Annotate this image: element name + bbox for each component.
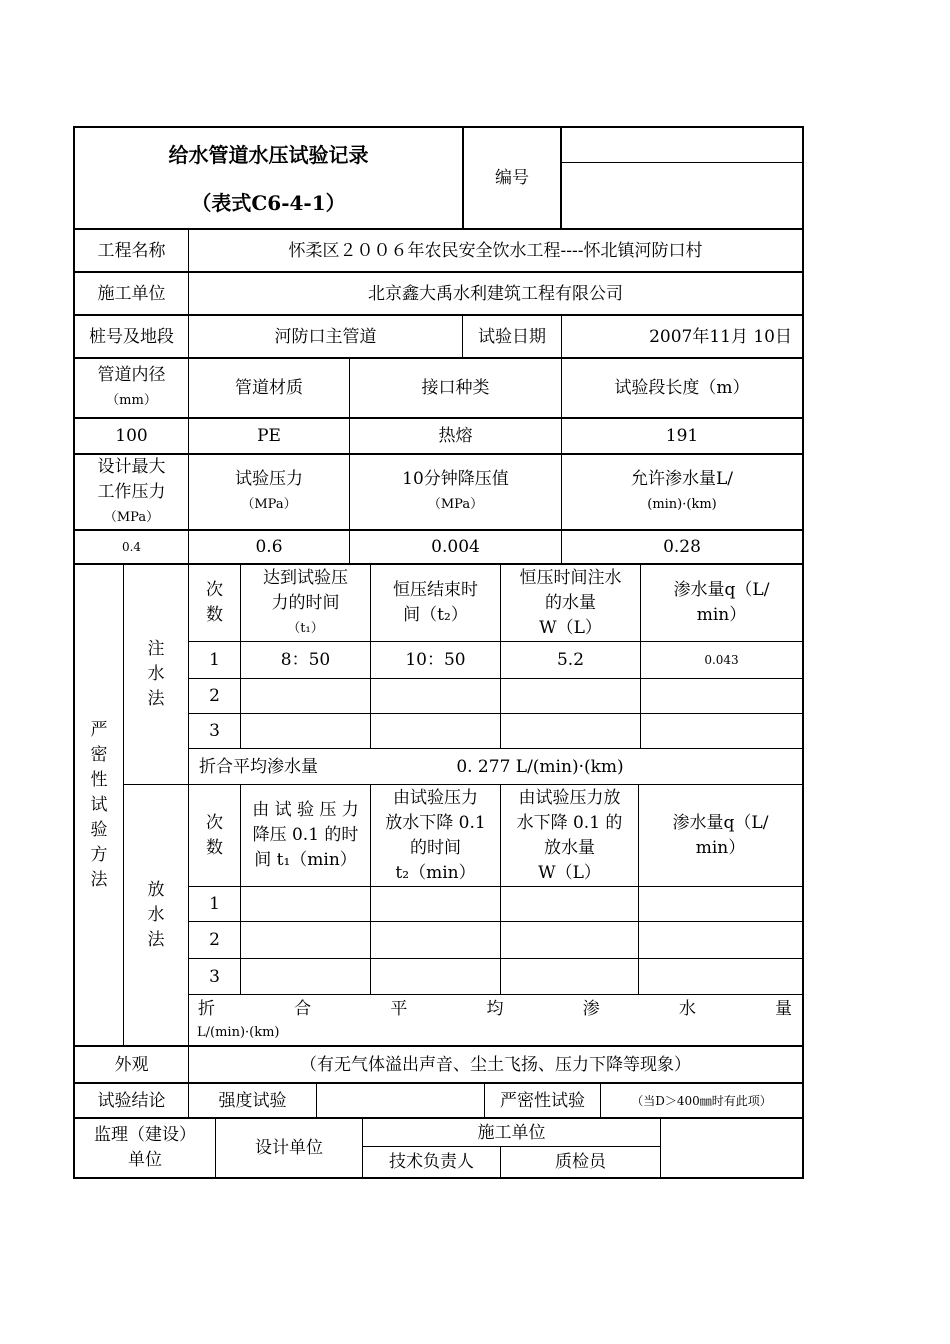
strength-test-value[interactable] [317, 1084, 484, 1117]
label-line: 管道内径 [97, 365, 166, 385]
injection-average-label: 折合平均渗水量 [199, 756, 318, 777]
header-line: 由试验压力 [393, 787, 478, 808]
quality-inspector-label: 质检员 [555, 1152, 606, 1172]
label-line: （MPa） [241, 497, 297, 512]
injection-seepage-cell[interactable]: 0.043 [704, 653, 739, 667]
divider [188, 958, 803, 959]
serial-number-value[interactable] [562, 163, 802, 228]
label-line: 设计最大 [97, 456, 166, 477]
header-line: min） [695, 837, 746, 858]
header-line: 水下降 0.1 的 [516, 812, 623, 833]
label-line: 允许渗水量L/ [630, 469, 734, 489]
joint-type-value[interactable]: 热熔 [438, 426, 473, 446]
label-char: 严 [90, 719, 108, 740]
section-length-value[interactable]: 191 [665, 426, 699, 446]
pressure-drop-label [350, 455, 561, 529]
release-drop-time-header [241, 785, 370, 886]
label-char: 法 [147, 929, 165, 950]
header-line: 次 [206, 580, 223, 600]
header-line: 的水量 [545, 592, 596, 613]
header-line: W（L） [539, 617, 602, 638]
conclusion-label: 试验结论 [97, 1090, 166, 1111]
release-average-label: 折 合 平 均 渗 水 量 [198, 999, 792, 1019]
header-line: 恒压时间注水 [519, 567, 622, 588]
allowed-seepage-value[interactable]: 0.28 [663, 537, 701, 557]
tightness-test-method-label [75, 565, 123, 1045]
injection-reach-time-cell[interactable]: 8：50 [280, 650, 331, 670]
design-pressure-label [75, 455, 188, 529]
test-date-label: 试验日期 [478, 326, 546, 347]
allowed-seepage-label [562, 455, 802, 529]
release-row-number: 1 [209, 894, 220, 914]
label-line: （MPa） [427, 497, 484, 512]
release-time-header [371, 785, 500, 886]
joint-type-label: 接口种类 [421, 378, 490, 398]
label-char: 放 [147, 879, 165, 900]
label-char: 水 [147, 904, 165, 925]
serial-number-label: 编号 [495, 168, 529, 188]
release-row-number: 3 [209, 966, 220, 987]
label-line: 试验压力 [235, 469, 303, 489]
header-line: 间 t₁（min） [254, 850, 357, 870]
injection-seepage-cell[interactable] [641, 679, 802, 713]
injection-seepage-header [641, 565, 802, 641]
release-times-header [189, 785, 240, 886]
form-code: （表式C6-4-1） [191, 191, 346, 215]
injection-water-cell[interactable] [501, 679, 640, 713]
pipe-material-value[interactable]: PE [257, 426, 281, 446]
header-line: 渗水量q（L/ [672, 812, 769, 833]
label-line: 10分钟降压值 [402, 469, 509, 489]
label-char: 验 [90, 819, 108, 840]
release-seepage-header [639, 785, 802, 886]
pipe-diameter-label [75, 359, 188, 417]
test-pressure-value[interactable]: 0.6 [255, 537, 283, 557]
release-average-unit: L/(min)·(km) [197, 1025, 280, 1040]
header-line: 间（t₂） [403, 605, 468, 625]
injection-end-time-cell[interactable] [371, 714, 500, 748]
header-line: 数 [206, 837, 223, 858]
release-row-number: 2 [209, 930, 220, 950]
header-line: W（L） [538, 862, 601, 883]
appearance-label: 外观 [114, 1054, 149, 1075]
header-line: min） [696, 605, 747, 625]
injection-end-time-cell[interactable]: 10：50 [405, 650, 466, 670]
injection-water-header [501, 565, 640, 641]
contractor-label: 施工单位 [97, 283, 166, 304]
tightness-test-note[interactable]: （当D＞400㎜时有此项） [631, 1093, 772, 1108]
table-border-right [802, 126, 804, 1179]
injection-water-cell[interactable] [501, 714, 640, 748]
label-line: (min)·(km) [647, 497, 717, 512]
technical-lead-label: 技术负责人 [389, 1152, 474, 1172]
header-line: 放水下降 0.1 [385, 812, 486, 833]
injection-times-header [189, 565, 240, 641]
label-char: 法 [90, 869, 108, 890]
header-line: 由 试 验 压 力 [252, 800, 359, 820]
header-line: 的时间 [410, 837, 461, 858]
injection-reach-time-header [241, 565, 370, 641]
project-name-value[interactable]: 怀柔区２００６年农民安全饮水工程----怀北镇河防口村 [288, 240, 703, 261]
table-border-top [73, 126, 804, 128]
tightness-test-label: 严密性试验 [500, 1090, 585, 1111]
construction-unit-label: 施工单位 [477, 1122, 546, 1143]
design-pressure-value[interactable]: 0.4 [121, 540, 142, 554]
label-line: 监理（建设） [94, 1125, 196, 1145]
station-label: 桩号及地段 [89, 326, 174, 347]
injection-row-number: 2 [209, 686, 220, 706]
injection-end-time-cell[interactable] [371, 679, 500, 713]
injection-average-value[interactable]: 0. 277 L/(min)·(km) [456, 756, 624, 777]
injection-end-time-header [371, 565, 500, 641]
injection-reach-time-cell[interactable] [241, 714, 370, 748]
appearance-value[interactable]: （有无气体溢出声音、尘土飞扬、压力下降等现象） [300, 1054, 691, 1075]
release-method-label [124, 785, 188, 1045]
injection-seepage-cell[interactable] [641, 714, 802, 748]
label-char: 水 [147, 664, 165, 684]
divider [188, 994, 803, 995]
header-line: t₂（min） [395, 862, 476, 883]
label-line: （mm） [106, 393, 157, 408]
station-value[interactable]: 河防口主管道 [274, 326, 377, 347]
injection-reach-time-cell[interactable] [241, 679, 370, 713]
label-line: 工作压力 [97, 481, 166, 502]
supervisor-unit-label [75, 1119, 215, 1177]
divider [660, 1118, 661, 1178]
label-char: 性 [90, 769, 108, 790]
label-char: 密 [90, 744, 108, 765]
table-border-bottom [73, 1177, 804, 1179]
label-char: 注 [147, 639, 165, 659]
injection-method-label [124, 565, 188, 784]
label-char: 方 [90, 844, 108, 865]
design-unit-label: 设计单位 [255, 1138, 323, 1158]
divider [188, 886, 803, 887]
pipe-diameter-value[interactable]: 100 [115, 426, 148, 446]
form-title: 给水管道水压试验记录 [168, 143, 369, 167]
header-line: 放水量 [544, 837, 595, 858]
header-line: 渗水量q（L/ [673, 580, 770, 600]
header-line: 由试验压力放 [518, 787, 621, 808]
release-water-header [501, 785, 638, 886]
header-line: 降压 0.1 的时 [252, 825, 359, 845]
strength-test-label: 强度试验 [218, 1090, 287, 1111]
pressure-drop-value[interactable]: 0.004 [431, 537, 480, 557]
test-pressure-label [189, 455, 349, 529]
header-line: 达到试验压 [263, 567, 348, 588]
label-char: 法 [147, 689, 165, 709]
label-line: （MPa） [103, 509, 160, 525]
test-date-value[interactable]: 2007年11月 10日 [649, 326, 792, 347]
injection-row-number: 3 [209, 721, 220, 741]
header-line: （t₁） [287, 620, 324, 636]
label-char: 试 [90, 794, 108, 815]
injection-water-cell[interactable]: 5.2 [556, 650, 585, 670]
injection-row-number: 1 [209, 650, 220, 670]
header-line: 次 [206, 812, 223, 833]
label-line: 单位 [128, 1150, 162, 1170]
header-line: 数 [206, 605, 223, 625]
project-name-label: 工程名称 [97, 240, 166, 261]
divider [188, 921, 803, 922]
contractor-value[interactable]: 北京鑫大禹水利建筑工程有限公司 [368, 283, 623, 304]
header-line: 力的时间 [271, 592, 340, 613]
section-length-label: 试验段长度（m） [614, 378, 750, 398]
header-line: 恒压结束时 [393, 580, 478, 600]
pipe-material-label: 管道材质 [235, 378, 303, 398]
